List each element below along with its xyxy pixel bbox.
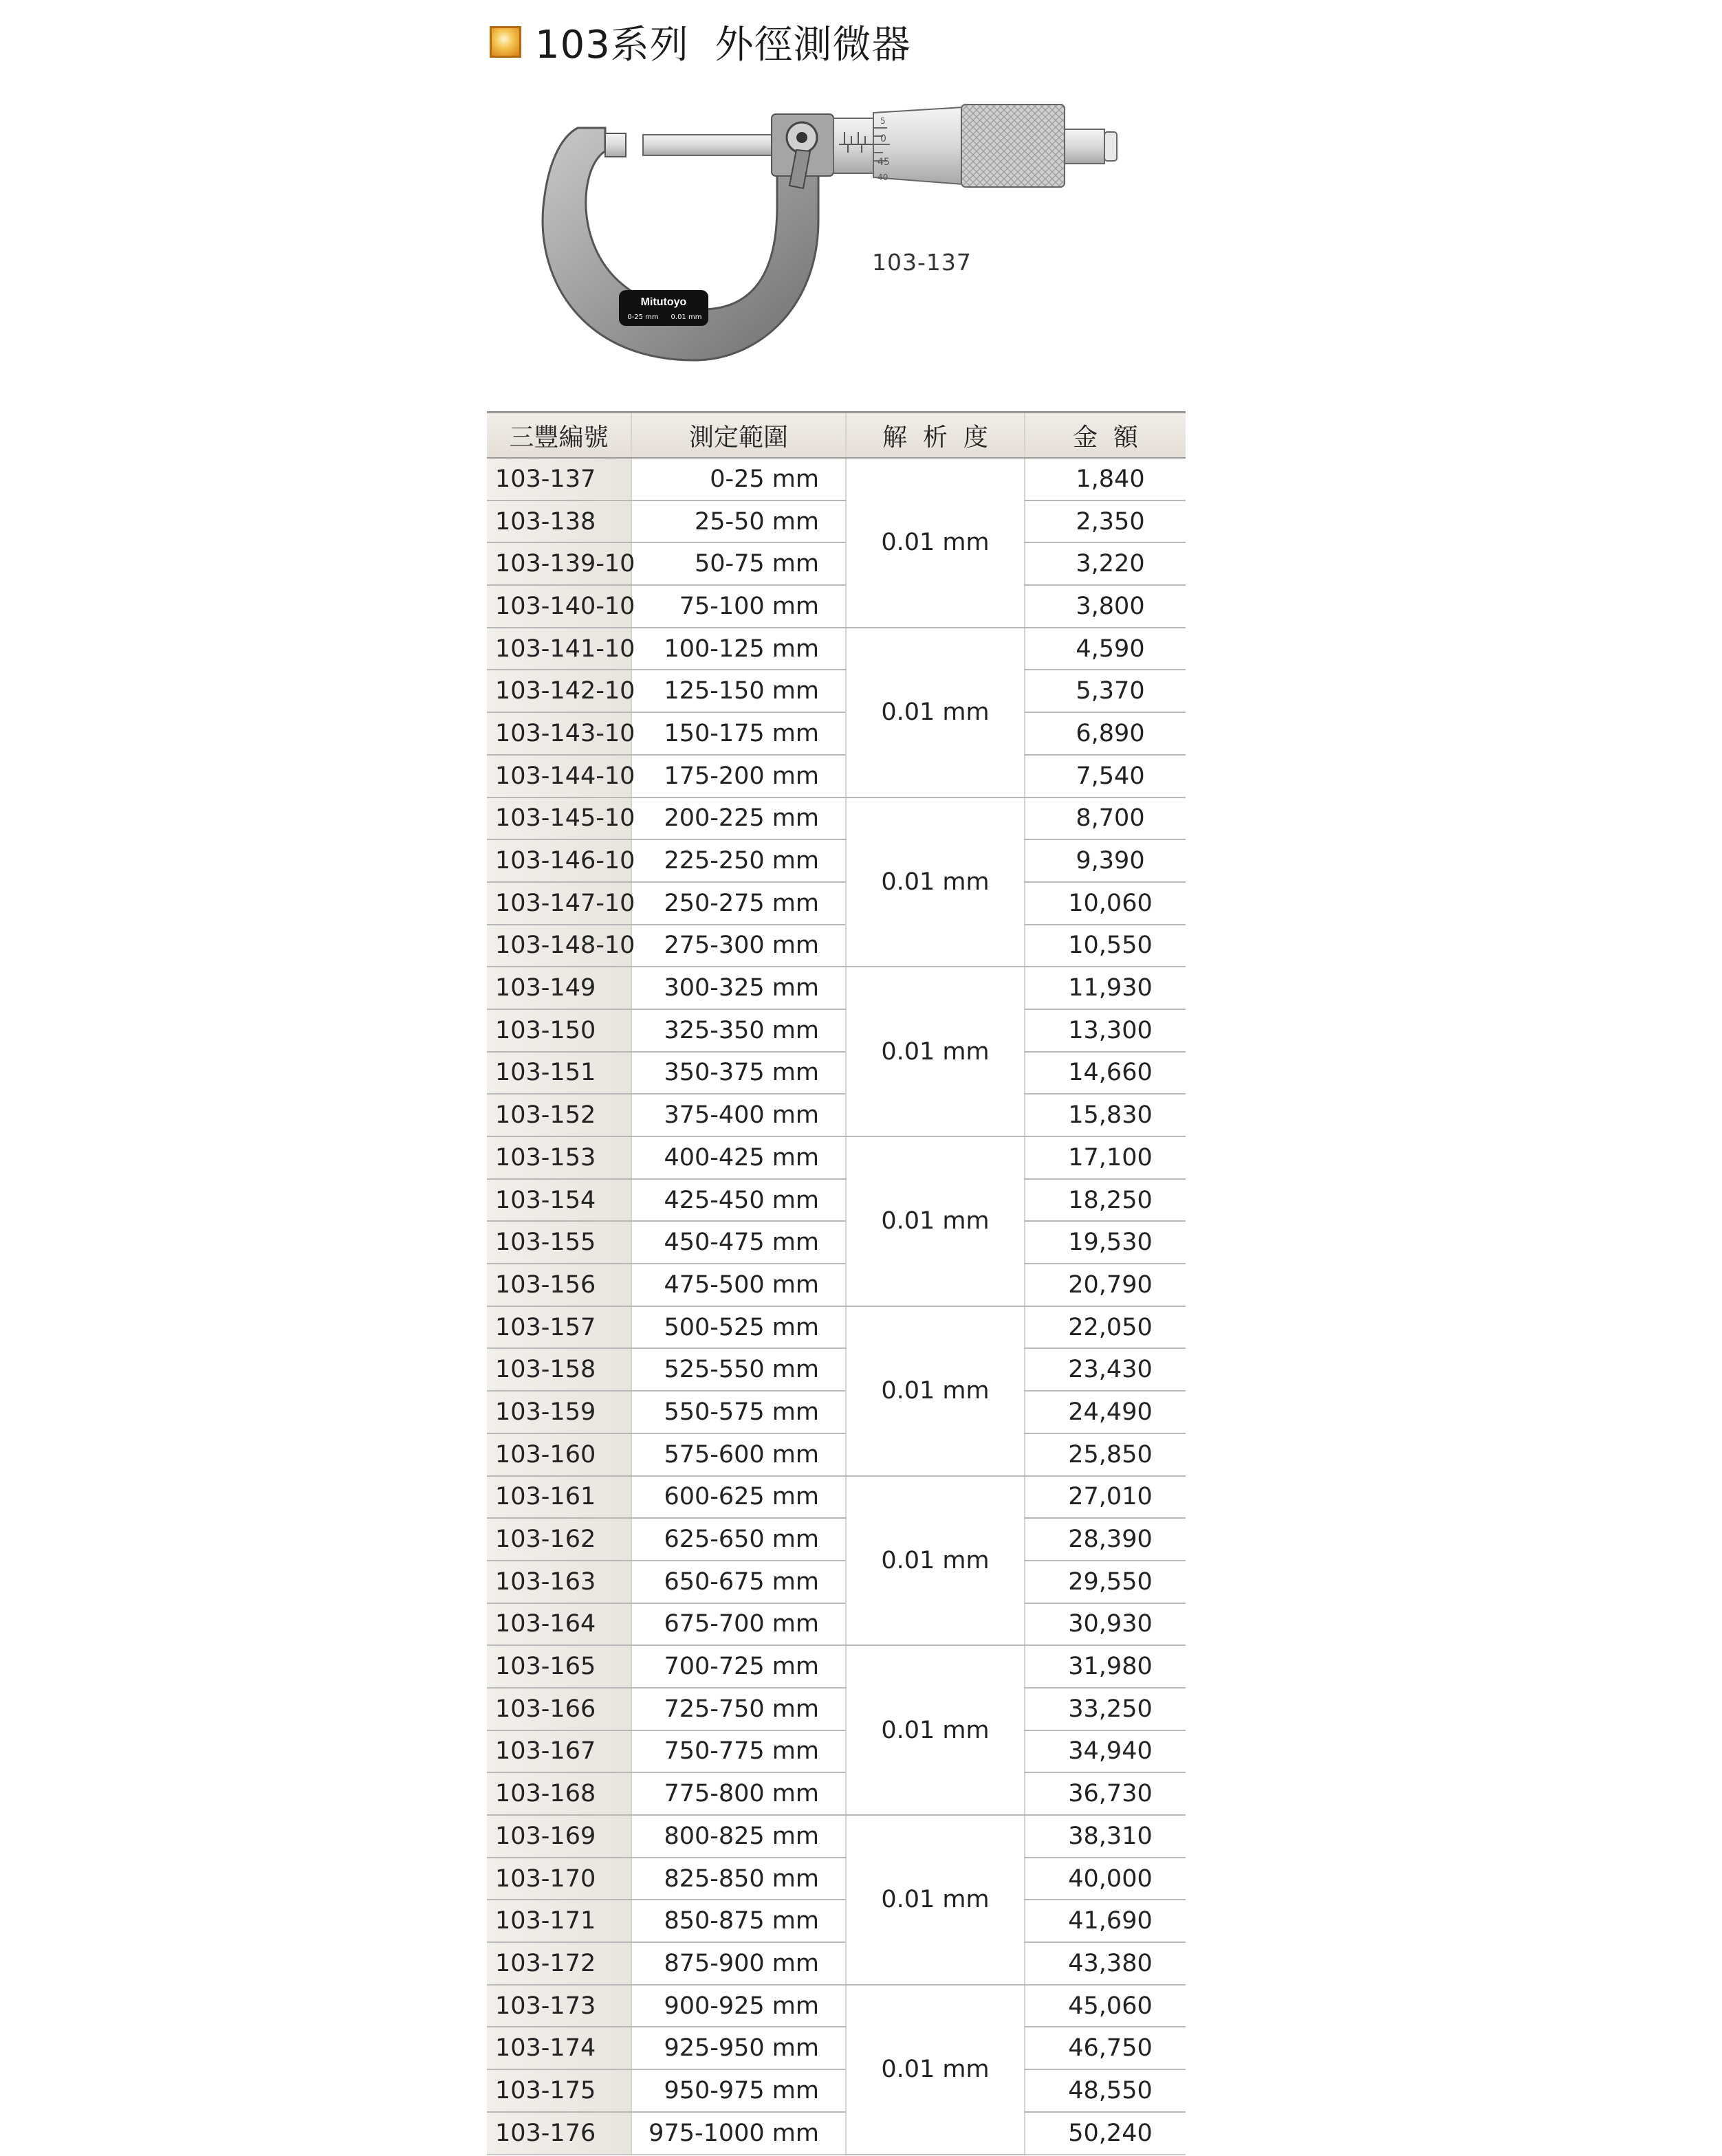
model-cell: 103-172	[487, 1942, 631, 1985]
table-row	[487, 2027, 1186, 2069]
spec-table	[487, 411, 1186, 2155]
range-cell: 225-250 mm	[631, 839, 846, 882]
table-row	[487, 628, 1186, 670]
table-row	[487, 712, 1186, 755]
model-cell: 103-167	[487, 1730, 631, 1773]
model-cell: 103-160	[487, 1433, 631, 1476]
range-cell: 675-700 mm	[631, 1603, 846, 1646]
table-row	[487, 798, 1186, 840]
price-cell: 1,840	[1025, 458, 1186, 500]
header-price: 金 額	[1025, 412, 1186, 459]
table-header-row	[487, 412, 1186, 459]
table-row	[487, 755, 1186, 798]
table-row	[487, 1476, 1186, 1519]
range-cell: 25-50 mm	[631, 500, 846, 543]
model-cell: 103-149	[487, 967, 631, 1009]
price-cell: 43,380	[1025, 1942, 1186, 1985]
price-cell: 27,010	[1025, 1476, 1186, 1519]
model-cell: 103-141-10	[487, 628, 631, 670]
price-cell: 10,550	[1025, 925, 1186, 967]
model-cell: 103-147-10	[487, 882, 631, 925]
model-cell: 103-171	[487, 1900, 631, 1942]
range-cell: 475-500 mm	[631, 1264, 846, 1306]
range-cell: 100-125 mm	[631, 628, 846, 670]
brand-logo-text: Mitutoyo	[640, 296, 687, 308]
range-cell: 150-175 mm	[631, 712, 846, 755]
model-cell: 103-173	[487, 1985, 631, 2027]
resolution-cell: 0.01 mm	[846, 1306, 1025, 1476]
resolution-cell: 0.01 mm	[846, 1815, 1025, 1985]
range-cell: 0-25 mm	[631, 458, 846, 500]
table-row	[487, 458, 1186, 500]
table-row	[487, 500, 1186, 543]
table-row	[487, 1009, 1186, 1052]
price-cell: 8,700	[1025, 798, 1186, 840]
table-row	[487, 1985, 1186, 2027]
table-row	[487, 967, 1186, 1009]
thimble-mark: 40	[878, 173, 889, 182]
thimble-mark: 0	[880, 133, 886, 144]
range-cell: 825-850 mm	[631, 1858, 846, 1900]
price-cell: 3,800	[1025, 585, 1186, 628]
model-cell: 103-139-10	[487, 542, 631, 585]
table-row	[487, 1391, 1186, 1433]
thimble-mark: 45	[878, 157, 890, 168]
price-cell: 10,060	[1025, 882, 1186, 925]
plate-resolution: 0.01 mm	[671, 314, 702, 321]
range-cell: 925-950 mm	[631, 2027, 846, 2069]
model-cell: 103-166	[487, 1688, 631, 1730]
table-row	[487, 1645, 1186, 1688]
price-cell: 20,790	[1025, 1264, 1186, 1306]
thimble-mark: 5	[880, 116, 886, 126]
model-cell: 103-144-10	[487, 755, 631, 798]
header-model: 三豐編號	[487, 412, 631, 459]
knurled-grip	[961, 104, 1065, 187]
micrometer-illustration	[530, 103, 1162, 371]
range-cell: 550-575 mm	[631, 1391, 846, 1433]
table-row	[487, 839, 1186, 882]
table-row	[487, 1052, 1186, 1094]
range-cell: 200-225 mm	[631, 798, 846, 840]
sleeve	[833, 118, 873, 173]
model-cell: 103-146-10	[487, 839, 631, 882]
range-cell: 75-100 mm	[631, 585, 846, 628]
spindle	[643, 135, 784, 155]
range-cell: 425-450 mm	[631, 1179, 846, 1222]
resolution-cell: 0.01 mm	[846, 1476, 1025, 1646]
price-cell: 29,550	[1025, 1561, 1186, 1603]
model-cell: 103-148-10	[487, 925, 631, 967]
range-cell: 800-825 mm	[631, 1815, 846, 1858]
range-cell: 175-200 mm	[631, 755, 846, 798]
price-cell: 19,530	[1025, 1221, 1186, 1264]
table-row	[487, 2069, 1186, 2112]
model-cell: 103-154	[487, 1179, 631, 1222]
price-cell: 34,940	[1025, 1730, 1186, 1773]
table-row	[487, 1942, 1186, 1985]
range-cell: 525-550 mm	[631, 1348, 846, 1391]
table-row	[487, 1603, 1186, 1646]
range-cell: 975-1000 mm	[631, 2112, 846, 2155]
table-row	[487, 1136, 1186, 1179]
price-cell: 18,250	[1025, 1179, 1186, 1222]
table-row	[487, 1561, 1186, 1603]
table-row	[487, 2112, 1186, 2155]
model-cell: 103-170	[487, 1858, 631, 1900]
price-cell: 25,850	[1025, 1433, 1186, 1476]
model-cell: 103-150	[487, 1009, 631, 1052]
model-cell: 103-165	[487, 1645, 631, 1688]
table-row	[487, 1264, 1186, 1306]
resolution-cell: 0.01 mm	[846, 798, 1025, 967]
price-cell: 28,390	[1025, 1518, 1186, 1561]
table-row	[487, 1688, 1186, 1730]
price-cell: 15,830	[1025, 1094, 1186, 1136]
table-body	[487, 458, 1186, 2155]
model-cell: 103-151	[487, 1052, 631, 1094]
table-row	[487, 1221, 1186, 1264]
range-cell: 50-75 mm	[631, 542, 846, 585]
model-cell: 103-153	[487, 1136, 631, 1179]
table-row	[487, 670, 1186, 712]
price-cell: 23,430	[1025, 1348, 1186, 1391]
range-cell: 900-925 mm	[631, 1985, 846, 2027]
model-cell: 103-162	[487, 1518, 631, 1561]
table-row	[487, 1730, 1186, 1773]
table-row	[487, 1306, 1186, 1349]
range-cell: 350-375 mm	[631, 1052, 846, 1094]
page-title: 103系列 外徑測微器	[535, 23, 911, 67]
model-cell: 103-174	[487, 2027, 631, 2069]
price-cell: 40,000	[1025, 1858, 1186, 1900]
model-cell: 103-168	[487, 1772, 631, 1815]
range-cell: 625-650 mm	[631, 1518, 846, 1561]
table-row	[487, 542, 1186, 585]
range-cell: 250-275 mm	[631, 882, 846, 925]
range-cell: 450-475 mm	[631, 1221, 846, 1264]
table-row	[487, 1518, 1186, 1561]
resolution-cell: 0.01 mm	[846, 1645, 1025, 1815]
price-cell: 3,220	[1025, 542, 1186, 585]
model-cell: 103-155	[487, 1221, 631, 1264]
table-row	[487, 1179, 1186, 1222]
price-cell: 13,300	[1025, 1009, 1186, 1052]
price-cell: 31,980	[1025, 1645, 1186, 1688]
price-cell: 14,660	[1025, 1052, 1186, 1094]
ratchet-stop	[1065, 129, 1104, 164]
price-cell: 22,050	[1025, 1306, 1186, 1349]
table-row	[487, 1900, 1186, 1942]
price-cell: 17,100	[1025, 1136, 1186, 1179]
price-cell: 9,390	[1025, 839, 1186, 882]
model-cell: 103-169	[487, 1815, 631, 1858]
model-cell: 103-137	[487, 458, 631, 500]
model-cell: 103-140-10	[487, 585, 631, 628]
model-cell: 103-145-10	[487, 798, 631, 840]
range-cell: 750-775 mm	[631, 1730, 846, 1773]
range-cell: 875-900 mm	[631, 1942, 846, 1985]
model-cell: 103-143-10	[487, 712, 631, 755]
price-cell: 24,490	[1025, 1391, 1186, 1433]
resolution-cell: 0.01 mm	[846, 967, 1025, 1136]
range-cell: 300-325 mm	[631, 967, 846, 1009]
price-cell: 38,310	[1025, 1815, 1186, 1858]
price-cell: 46,750	[1025, 2027, 1186, 2069]
figure-caption: 103-137	[872, 249, 972, 276]
range-cell: 375-400 mm	[631, 1094, 846, 1136]
model-cell: 103-161	[487, 1476, 631, 1519]
range-cell: 775-800 mm	[631, 1772, 846, 1815]
table-row	[487, 1094, 1186, 1136]
range-cell: 325-350 mm	[631, 1009, 846, 1052]
model-cell: 103-176	[487, 2112, 631, 2155]
resolution-cell: 0.01 mm	[846, 1985, 1025, 2155]
price-cell: 48,550	[1025, 2069, 1186, 2112]
price-cell: 11,930	[1025, 967, 1186, 1009]
model-cell: 103-159	[487, 1391, 631, 1433]
model-cell: 103-138	[487, 500, 631, 543]
price-cell: 4,590	[1025, 628, 1186, 670]
header-range: 測定範圍	[631, 412, 846, 459]
range-cell: 700-725 mm	[631, 1645, 846, 1688]
range-cell: 500-525 mm	[631, 1306, 846, 1349]
resolution-cell: 0.01 mm	[846, 628, 1025, 798]
model-cell: 103-142-10	[487, 670, 631, 712]
square-bullet-icon	[490, 26, 521, 58]
range-cell: 575-600 mm	[631, 1433, 846, 1476]
page-heading	[490, 11, 911, 73]
price-cell: 45,060	[1025, 1985, 1186, 2027]
range-cell: 850-875 mm	[631, 1900, 846, 1942]
table-row	[487, 1858, 1186, 1900]
model-cell: 103-156	[487, 1264, 631, 1306]
range-cell: 950-975 mm	[631, 2069, 846, 2112]
range-cell: 125-150 mm	[631, 670, 846, 712]
model-cell: 103-152	[487, 1094, 631, 1136]
table-row	[487, 1772, 1186, 1815]
resolution-cell: 0.01 mm	[846, 458, 1025, 628]
model-cell: 103-163	[487, 1561, 631, 1603]
price-cell: 36,730	[1025, 1772, 1186, 1815]
table-row	[487, 1348, 1186, 1391]
header-resolution: 解 析 度	[846, 412, 1025, 459]
range-cell: 600-625 mm	[631, 1476, 846, 1519]
model-cell: 103-157	[487, 1306, 631, 1349]
model-cell: 103-164	[487, 1603, 631, 1646]
range-cell: 275-300 mm	[631, 925, 846, 967]
price-cell: 33,250	[1025, 1688, 1186, 1730]
range-cell: 400-425 mm	[631, 1136, 846, 1179]
model-cell: 103-175	[487, 2069, 631, 2112]
price-cell: 7,540	[1025, 755, 1186, 798]
price-cell: 41,690	[1025, 1900, 1186, 1942]
table-row	[487, 1433, 1186, 1476]
table-row	[487, 585, 1186, 628]
price-cell: 6,890	[1025, 712, 1186, 755]
table-row	[487, 1815, 1186, 1858]
price-cell: 50,240	[1025, 2112, 1186, 2155]
price-cell: 30,930	[1025, 1603, 1186, 1646]
plate-range: 0-25 mm	[627, 314, 659, 321]
model-cell: 103-158	[487, 1348, 631, 1391]
table-row	[487, 882, 1186, 925]
range-cell: 650-675 mm	[631, 1561, 846, 1603]
price-cell: 2,350	[1025, 500, 1186, 543]
range-cell: 725-750 mm	[631, 1688, 846, 1730]
resolution-cell: 0.01 mm	[846, 1136, 1025, 1306]
table-row	[487, 925, 1186, 967]
price-cell: 5,370	[1025, 670, 1186, 712]
anvil	[605, 133, 626, 157]
